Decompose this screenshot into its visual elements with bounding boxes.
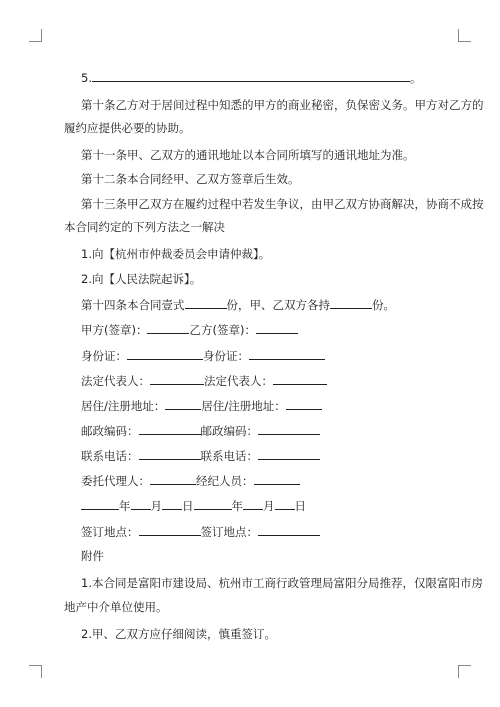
broker-field[interactable]: [254, 473, 300, 485]
signature-row-agent: 委托代理人： 经纪人员：: [81, 473, 300, 488]
appendix-note-2: 2.甲、乙双方应仔细阅读，慎重签订。: [81, 627, 276, 641]
article-14: 第十四条本合同壹式 份，甲、乙双方各持 份。: [81, 298, 395, 312]
corner-mark-top-right: [458, 29, 471, 42]
appendix-title: 附件: [81, 549, 104, 563]
party-a-representative-field[interactable]: [150, 373, 204, 385]
agent-field[interactable]: [150, 473, 196, 485]
appendix-note-1-line-2: 地产中介单位使用。: [64, 600, 168, 614]
party-a-id-field[interactable]: [127, 348, 203, 360]
party-a-place-field[interactable]: [139, 524, 201, 536]
party-b-address-field[interactable]: [286, 398, 322, 410]
signature-row-postcode: 邮政编码： 邮政编码：: [81, 423, 320, 438]
party-a-year-field[interactable]: [81, 498, 119, 510]
dispute-option-2: 2.向【人民法院起诉】。: [81, 272, 202, 286]
party-a-signature-field[interactable]: [147, 322, 189, 334]
signature-row-id: 身份证： 身份证：: [81, 348, 325, 363]
party-b-year-field[interactable]: [194, 498, 232, 510]
party-b-month-field[interactable]: [243, 498, 263, 510]
appendix-note-1-line-1: 1.本合同是富阳市建设局、杭州市工商行政管理局富阳分局推荐，仅限富阳市房: [81, 576, 483, 590]
signature-row-address: 居住/注册地址： 居住/注册地址：: [81, 398, 322, 413]
party-b-postcode-field[interactable]: [258, 423, 320, 435]
article-12: 第十二条本合同经甲、乙双方签章后生效。: [81, 172, 300, 186]
copies-each-field[interactable]: [330, 297, 372, 309]
blank-field[interactable]: [92, 70, 410, 82]
party-b-representative-field[interactable]: [273, 373, 327, 385]
party-b-id-field[interactable]: [249, 348, 325, 360]
signature-row-date: 年 月 日 年 月 日: [81, 498, 306, 513]
article-10-line-2: 履约应提供必要的协助。: [64, 121, 191, 135]
party-b-day-field[interactable]: [275, 498, 295, 510]
corner-mark-bottom-right: [458, 665, 471, 678]
clause-5-end: 。: [409, 71, 422, 85]
clause-5: [81, 70, 421, 85]
article-13-line-2: 本合同约定的下列方法之一解决: [64, 220, 225, 234]
article-11: 第十一条甲、乙双方的通讯地址以本合同所填写的通讯地址为准。: [81, 148, 415, 162]
party-a-phone-field[interactable]: [139, 448, 201, 460]
corner-mark-top-left: [29, 29, 42, 42]
clause-5-number: 5.: [81, 71, 92, 85]
dispute-option-1: 1.向【杭州市仲裁委员会申请仲裁】。: [81, 247, 271, 261]
party-a-address-field[interactable]: [165, 398, 201, 410]
party-b-signature-field[interactable]: [256, 322, 298, 334]
article-13-line-1: 第十三条甲乙双方在履约过程中若发生争议，由甲乙双方协商解决，协商不成按: [81, 197, 484, 211]
signature-row-place: 签订地点： 签订地点：: [81, 524, 320, 539]
party-b-place-field[interactable]: [258, 524, 320, 536]
article-10-line-1: 第十条乙方对于居间过程中知悉的甲方的商业秘密，负保密义务。甲方对乙方的: [81, 98, 484, 112]
party-a-day-field[interactable]: [162, 498, 182, 510]
copies-total-field[interactable]: [185, 297, 227, 309]
party-a-postcode-field[interactable]: [139, 423, 201, 435]
signature-row-parties: 甲方(签章)： 乙方(签章)：: [81, 322, 298, 337]
signature-row-representative: 法定代表人： 法定代表人：: [81, 373, 327, 388]
party-a-month-field[interactable]: [131, 498, 151, 510]
signature-row-phone: 联系电话： 联系电话：: [81, 448, 320, 463]
party-b-phone-field[interactable]: [258, 448, 320, 460]
corner-mark-bottom-left: [29, 665, 42, 678]
